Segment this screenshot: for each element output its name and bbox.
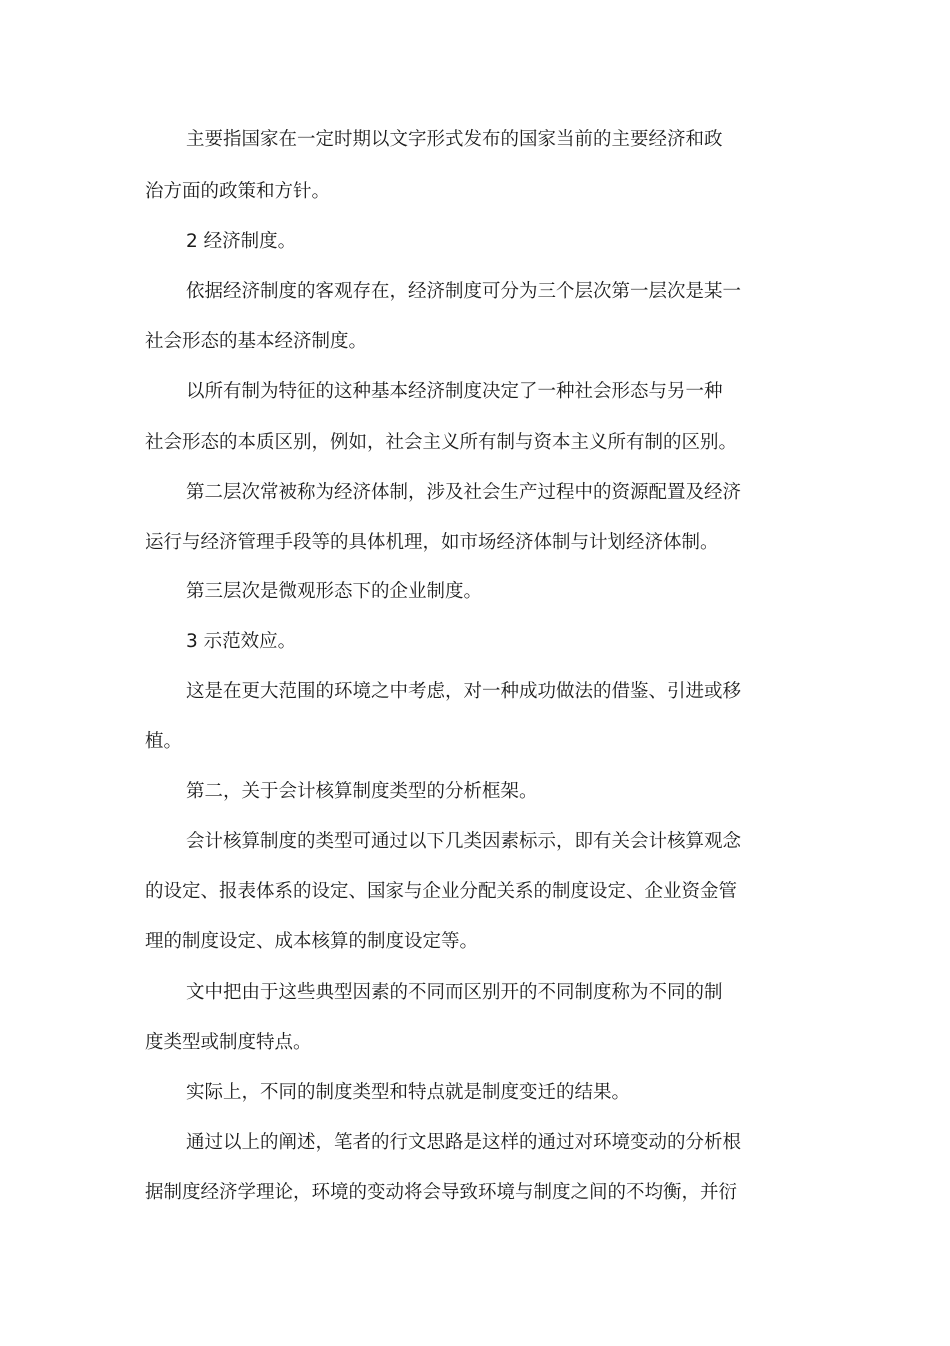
text-line-8: 第二层次常被称为经济体制，涉及社会生产过程中的资源配置及经济 [186, 482, 742, 503]
text-line-5: 社会形态的基本经济制度。 [145, 331, 368, 352]
text-line-9: 运行与经济管理手段等的具体机理，如市场经济体制与计划经济体制。 [145, 532, 719, 553]
text-line-22: 据制度经济学理论，环境的变动将会导致环境与制度之间的不均衡，并衍 [145, 1182, 738, 1203]
text-line-17: 理的制度设定、成本核算的制度设定等。 [145, 931, 479, 952]
text-line-1: 主要指国家在一定时期以文字形式发布的国家当前的主要经济和政 [186, 129, 723, 150]
text-line-15: 会计核算制度的类型可通过以下几类因素标示，即有关会计核算观念 [186, 831, 742, 852]
text-line-12: 这是在更大范围的环境之中考虑，对一种成功做法的借鉴、引进或移 [186, 681, 742, 702]
text-line-3: 2 经济制度。 [186, 231, 297, 252]
text-line-11: 3 示范效应。 [186, 631, 297, 652]
text-line-20: 实际上，不同的制度类型和特点就是制度变迁的结果。 [186, 1082, 631, 1103]
text-line-7: 社会形态的本质区别，例如，社会主义所有制与资本主义所有制的区别。 [145, 432, 738, 453]
text-line-16: 的设定、报表体系的设定、国家与企业分配关系的制度设定、企业资金管 [145, 881, 738, 902]
text-line-21: 通过以上的阐述，笔者的行文思路是这样的通过对环境变动的分析根 [186, 1132, 742, 1153]
text-line-6: 以所有制为特征的这种基本经济制度决定了一种社会形态与另一种 [186, 381, 723, 402]
text-line-18: 文中把由于这些典型因素的不同而区别开的不同制度称为不同的制 [186, 982, 723, 1003]
text-line-10: 第三层次是微观形态下的企业制度。 [186, 581, 483, 602]
text-line-4: 依据经济制度的客观存在，经济制度可分为三个层次第一层次是某一 [186, 281, 742, 302]
text-line-2: 治方面的政策和方针。 [145, 181, 331, 202]
text-line-19: 度类型或制度特点。 [145, 1032, 312, 1053]
text-line-13: 植。 [145, 731, 183, 752]
text-line-14: 第二，关于会计核算制度类型的分析框架。 [186, 781, 538, 802]
